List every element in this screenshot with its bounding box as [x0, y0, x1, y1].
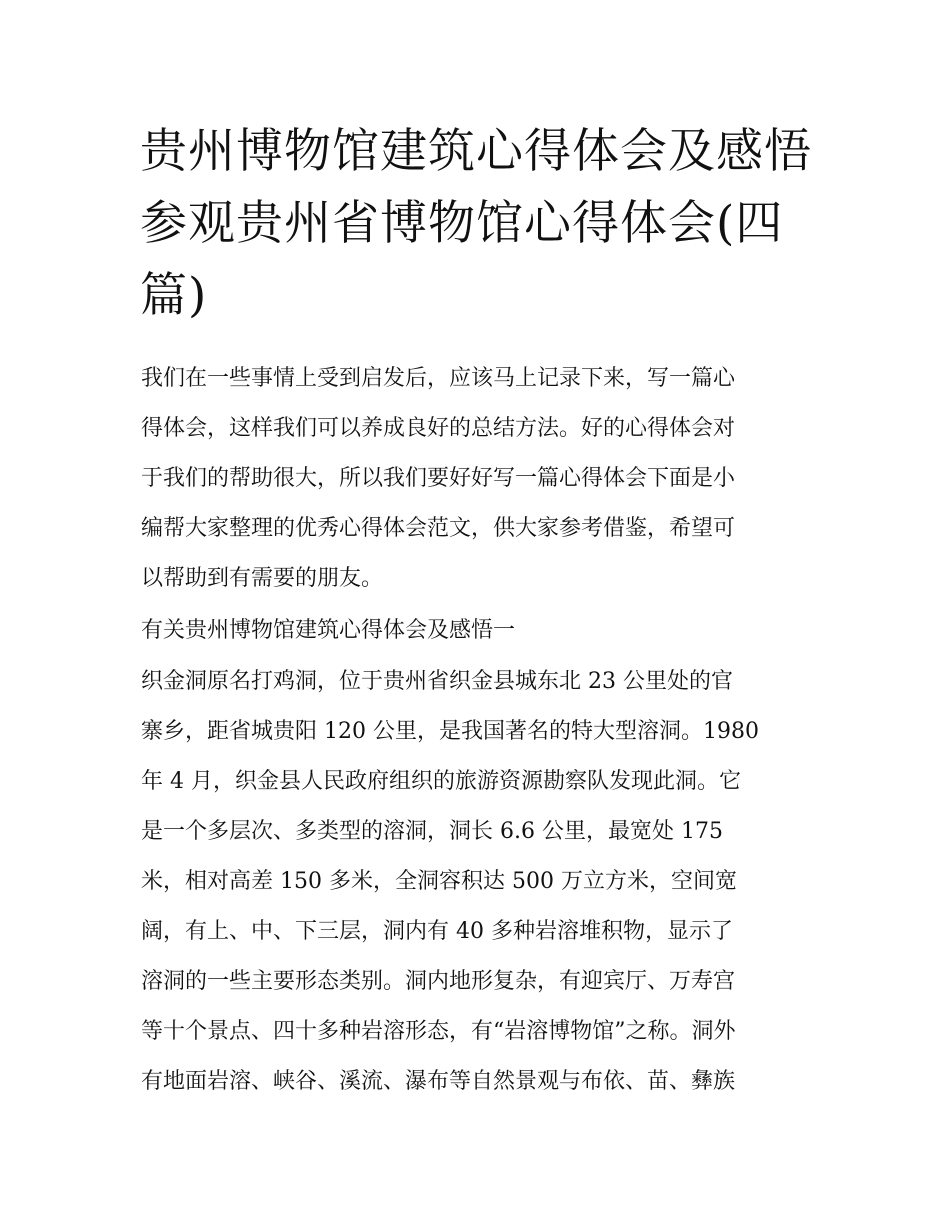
body-line: 寨乡，距省城贵阳 120 公里，是我国著名的特大型溶洞。1980 — [141, 719, 759, 744]
intro-line: 以帮助到有需要的朋友。 — [141, 566, 384, 591]
intro-line: 我们在一些事情上受到启发后，应该马上记录下来，写一篇心 — [141, 366, 736, 391]
section-heading: 有关贵州博物馆建筑心得体会及感悟一 — [141, 618, 516, 643]
body-line: 阔，有上、中、下三层，洞内有 40 多种岩溶堆积物，显示了 — [141, 919, 733, 944]
body-line: 是一个多层次、多类型的溶洞，洞长 6.6 公里，最宽处 175 — [141, 819, 723, 844]
body-line: 米，相对高差 150 多米，全洞容积达 500 万立方米，空间宽 — [141, 869, 737, 894]
body-line: 年 4 月，织金县人民政府组织的旅游资源勘察队发现此洞。它 — [141, 769, 741, 794]
body-line: 织金洞原名打鸡洞，位于贵州省织金县城东北 23 公里处的官 — [141, 669, 733, 694]
intro-line: 于我们的帮助很大，所以我们要好好写一篇心得体会下面是小 — [141, 466, 736, 491]
body-line: 溶洞的一些主要形态类别。洞内地形复杂，有迎宾厅、万寿宫 — [141, 969, 736, 994]
body-line: 有地面岩溶、峡谷、溪流、瀑布等自然景观与布依、苗、彝族 — [141, 1069, 736, 1094]
document-title: 贵州博物馆建筑心得体会及感悟 参观贵州省博物馆心得体会(四篇) — [140, 124, 812, 323]
intro-line: 得体会，这样我们可以养成良好的总结方法。好的心得体会对 — [141, 416, 736, 441]
intro-line: 编帮大家整理的优秀心得体会范文，供大家参考借鉴，希望可 — [141, 516, 736, 541]
body-line: 等十个景点、四十多种岩溶形态，有“岩溶博物馆”之称。洞外 — [141, 1019, 736, 1044]
